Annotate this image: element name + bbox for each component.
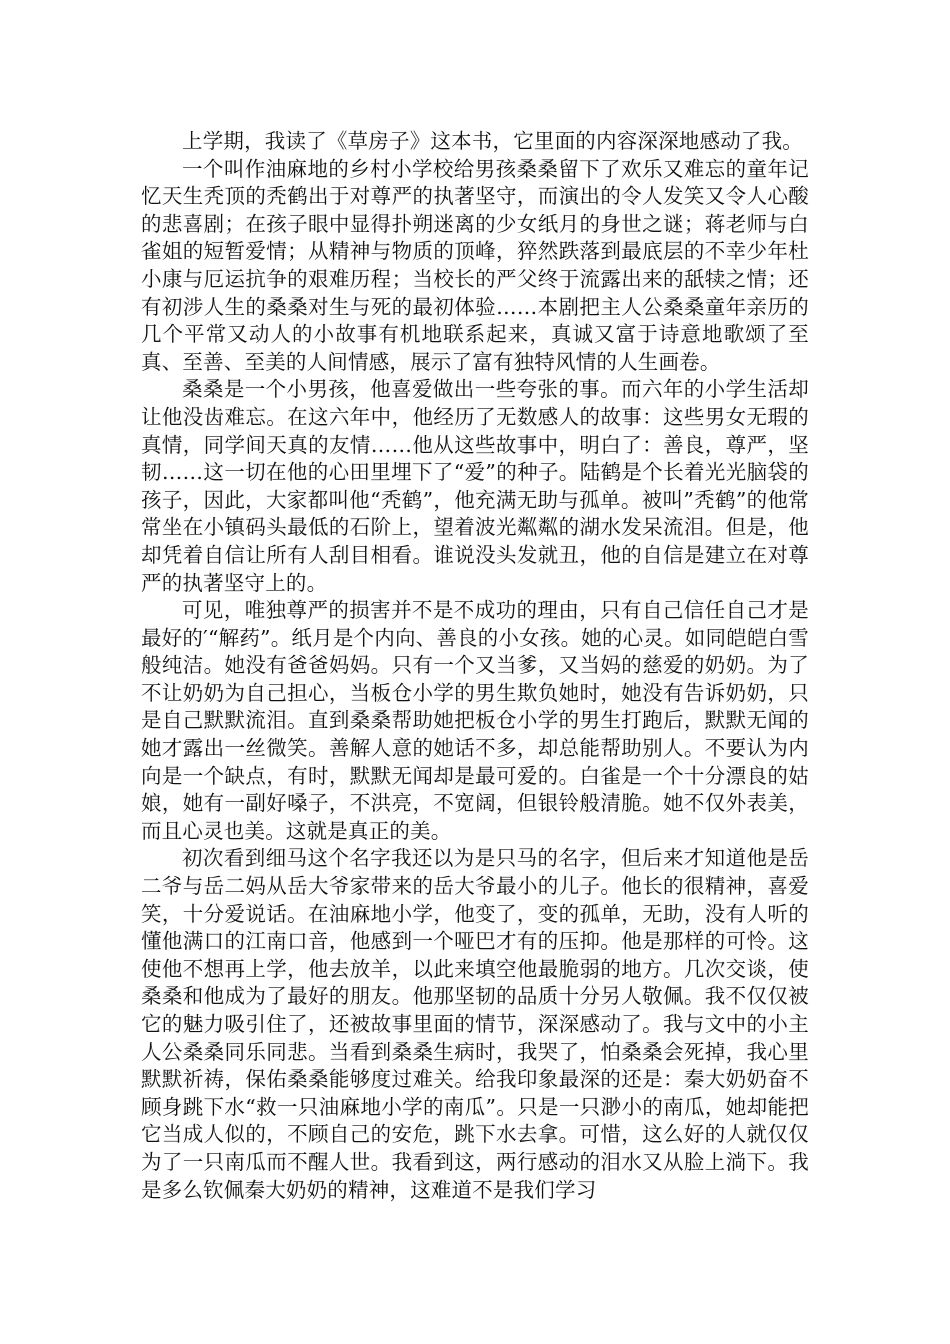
paragraph-sangsang: 桑桑是一个小男孩，他喜爱做出一些夸张的事。而六年的小学生活却让他没齿难忘。在这六年中，他经历了无数感人的故事：这些男女无瑕的真情，同学间天真的友情……他从这些故事中，明白了：善良，尊严，坚韧……这一切在他的心田里埋下了“爱”的种子。陆鹤是个长着光光脑袋的孩子，因此，大家都叫他“秃鹤”，他充满无助与孤单。被叫”秃鹤”的他常常坐在小镇码头最低的石阶上，望着波光粼粼的湖水发呆流泪。但是，他却凭着自信让所有人刮目相看。谁说没头发就丑，他的自信是建立在对尊严的执著坚守上的。 [141, 377, 809, 595]
paragraph-summary: 一个叫作油麻地的乡村小学校给男孩桑桑留下了欢乐又难忘的童年记忆天生秃顶的秃鹤出于对尊严的执著坚守，而演出的令人发笑又令人心酸的悲喜剧；在孩子眼中显得扑朔迷离的少女纸月的身世之谜；蒋老师与白雀姐的短暂爱情；从精神与物质的顶峰，猝然跌落到最底层的不幸少年杜小康与厄运抗争的艰难历程；当校长的严父终于流露出来的舐犊之情；还有初涉人生的桑桑对生与死的最初体验……本剧把主人公桑桑童年亲历的几个平常又动人的小故事有机地联系起来，真诚又富于诗意地歌颂了至真、至善、至美的人间情感，展示了富有独特风情的人生画卷。 [141, 156, 809, 374]
paragraph-zhiyue: 可见，唯独尊严的损害并不是不成功的理由，只有自己信任自己才是最好的′“解药”。纸月是个内向、善良的小女孩。她的心灵。如同皑皑白雪般纯洁。她没有爸爸妈妈。只有一个又当爹，又当妈的慈爱的奶奶。为了不让奶奶为自己担心，当板仓小学的男生欺负她时，她没有告诉奶奶，只是自己默默流泪。直到桑桑帮助她把板仓小学的男生打跑后，默默无闻的她才露出一丝微笑。善解人意的她话不多，却总能帮助别人。不要认为内向是一个缺点，有时，默默无闻却是最可爱的。白雀是一个十分漂良的姑娘，她有一副好嗓子，不洪亮，不宽阔，但银铃般清脆。她不仅外表美，而且心灵也美。这就是真正的美。 [141, 598, 809, 843]
document-body [141, 128, 809, 1204]
paragraph-xima: 初次看到细马这个名字我还以为是只马的名字，但后来才知道他是岳二爷与岳二妈从岳大爷家带来的岳大爷最小的儿子。他长的很精神，喜爱笑，十分爱说话。在油麻地小学，他变了，变的孤单，无助，没有人听的懂他满口的江南口音，他感到一个哑巴才有的压抑。他是那样的可怜。这使他不想再上学，他去放羊，以此来填空他最脆弱的地方。几次交谈，使桑桑和他成为了最好的朋友。他那坚韧的品质十分另人敬佩。我不仅仅被它的魅力吸引住了，还被故事里面的情节，深深感动了。我与文中的小主人公桑桑同乐同悲。当看到桑桑生病时，我哭了，怕桑桑会死掉，我心里默默祈祷，保佑桑桑能够度过难关。给我印象最深的还是：秦大奶奶奋不顾身跳下水“救一只油麻地小学的南瓜”。只是一只渺小的南瓜，她却能把它当成人似的，不顾自己的安危，跳下水去拿。可惜，这么好的人就仅仅为了一只南瓜而不醒人世。我看到这，两行感动的泪水又从脸上淌下。我是多么钦佩秦大奶奶的精神，这难道不是我们学习 [141, 846, 809, 1202]
paragraph-intro: 上学期，我读了《草房子》这本书，它里面的内容深深地感动了我。 [182, 129, 803, 153]
